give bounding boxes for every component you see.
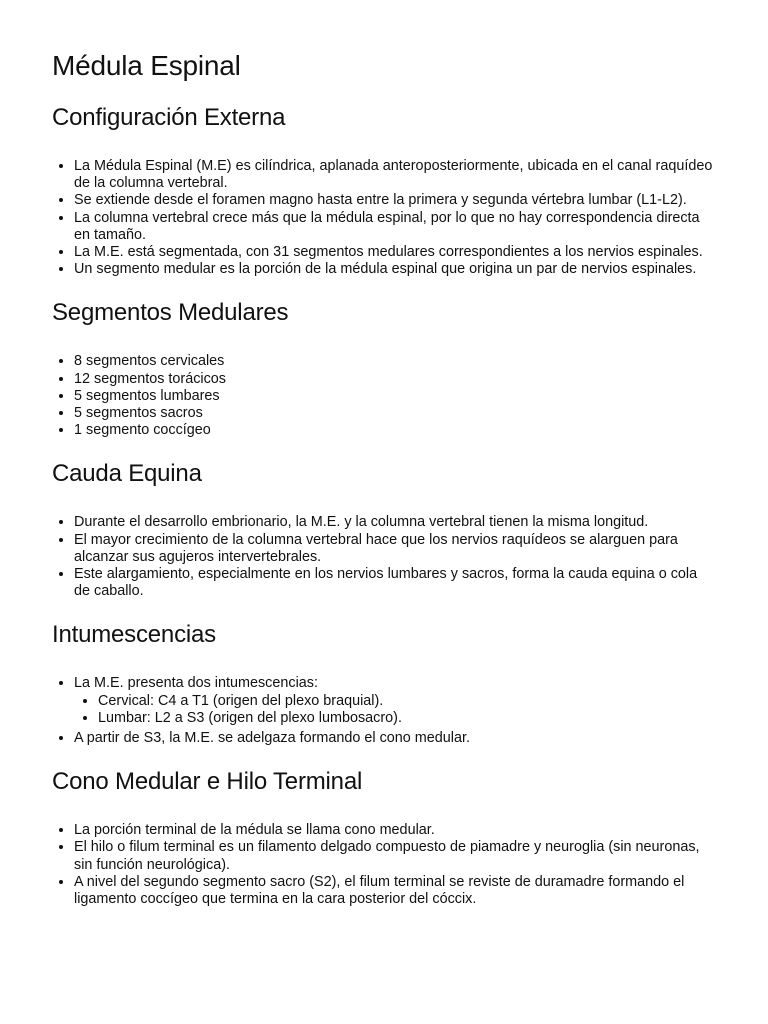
list-item: • Durante el desarrollo embrionario, la M.E. y la columna vertebral tienen la misma longitud. [74,514,716,531]
list-item: • 8 segmentos cervicales [74,353,716,370]
list-item: • Se extiende desde el foramen magno hasta entre la primera y segunda vértebra lumbar (L1-L2). [74,192,716,209]
section-heading-segmentos-medulares: Segmentos Medulares [52,299,289,327]
list-item: • La Médula Espinal (M.E) es cilíndrica, aplanada anteroposteriormente, ubicada en el canal raquídeo de la columna vertebral. [74,158,716,192]
section-list-intumescencias [52,675,716,747]
section-list-configuracion-externa [52,158,716,278]
section-list-segmentos-medulares [52,353,716,439]
section-heading-cono-medular: Cono Medular e Hilo Terminal [52,768,363,796]
section-list-cono-medular [52,822,716,908]
list-item: • El hilo o filum terminal es un filamento delgado compuesto de piamadre y neuroglia (sin neuronas, sin función neurológica). [74,839,716,873]
section-list-cauda-equina [52,514,716,600]
list-item: • 1 segmento coccígeo [74,422,716,439]
list-item: • El mayor crecimiento de la columna vertebral hace que los nervios raquídeos se alarguen para alcanzar sus agujeros intervertebrales. [74,532,716,566]
list-item-text: La M.E. presenta dos intumescencias: [74,675,318,692]
list-item: • Un segmento medular es la porción de la médula espinal que origina un par de nervios espinales. [74,261,716,278]
page-title: Médula Espinal [52,50,241,81]
list-item: • A partir de S3, la M.E. se adelgaza formando el cono medular. [74,730,716,747]
section-heading-cauda-equina: Cauda Equina [52,460,202,488]
sub-list-item: • Lumbar: L2 a S3 (origen del plexo lumbosacro). [98,710,716,727]
list-item: • La porción terminal de la médula se llama cono medular. [74,822,716,839]
list-item: • 5 segmentos sacros [74,405,716,422]
section-heading-configuracion-externa: Configuración Externa [52,104,286,131]
section-heading-intumescencias: Intumescencias [52,621,216,649]
list-item: • 5 segmentos lumbares [74,388,716,405]
list-item [74,675,716,727]
list-item: • Este alargamiento, especialmente en los nervios lumbares y sacros, forma la cauda equina o cola de caballo. [74,566,716,600]
list-item: • 12 segmentos torácicos [74,371,716,388]
list-item: • La columna vertebral crece más que la médula espinal, por lo que no hay correspondencia directa en tamaño. [74,210,716,244]
list-item: • A nivel del segundo segmento sacro (S2), el filum terminal se reviste de duramadre formando el ligamento coccígeo que termina en la cara posterior del cóccix. [74,874,716,908]
list-item: • La M.E. está segmentada, con 31 segmentos medulares correspondientes a los nervios espinales. [74,244,716,261]
sub-list [74,693,716,727]
sub-list-item: • Cervical: C4 a T1 (origen del plexo braquial). [98,693,716,710]
